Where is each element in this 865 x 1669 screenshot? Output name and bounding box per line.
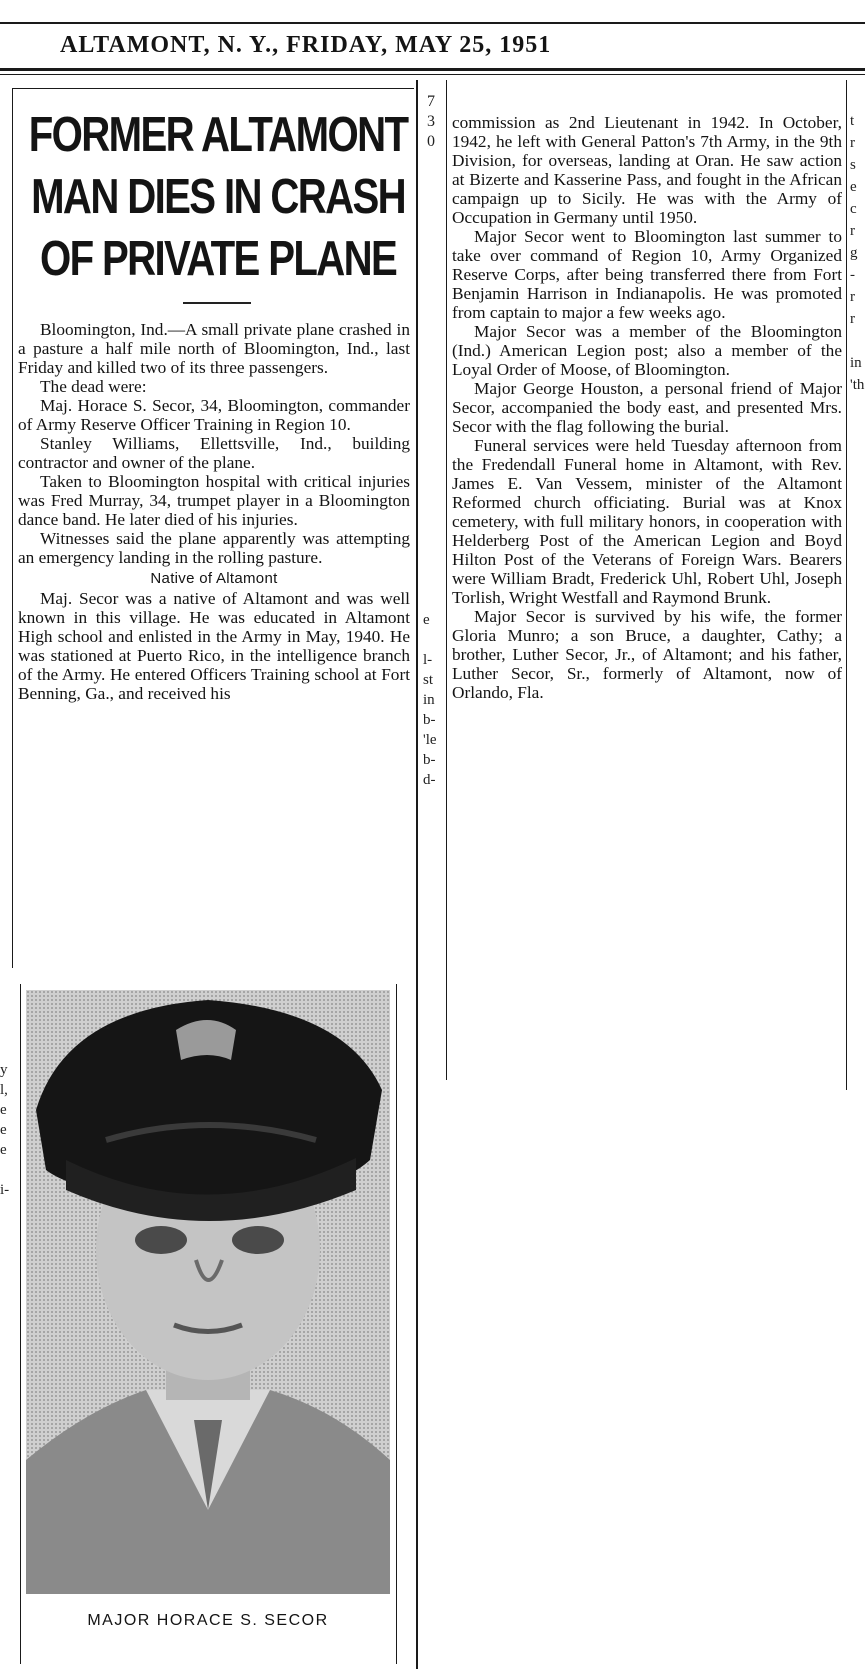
article-paragraph: Taken to Bloomington hospital with critical injuries was Fred Murray, 34, trumpet player in a Bloomington dance band. He later died of his injuries. — [18, 472, 410, 529]
left-edge-text-fragment: y l, e e e i- — [0, 1062, 10, 1198]
article-column-left — [18, 320, 410, 703]
gutter-number-fragment: 7 3 0 — [427, 93, 435, 150]
headline-divider — [183, 302, 251, 304]
article-paragraph: Major Secor went to Bloomington last summer to take over command of Region 10, Army Organized Reserve Corps, after being transferred there from Fort Benjamin Harrison in Indianapolis. He was promoted from captain to major a few weeks ago. — [452, 227, 842, 322]
masthead-rule-thin — [0, 74, 865, 75]
article-paragraph: Major Secor was a member of the Bloomington (Ind.) American Legion post; also a member of the Loyal Order of Moose, of Bloomington. — [452, 322, 842, 379]
headline-line-3: OF PRIVATE PLANE — [39, 232, 397, 286]
article-paragraph: commission as 2nd Lieutenant in 1942. In October, 1942, he left with General Patton's 7th Army, in the 9th Division, for overseas, landing at Oran. He saw action at Bizerte and Kasserine Pass, and fought in the African campaign up to Sicily. He was with the Army of Occupation in Germany until 1950. — [452, 113, 842, 227]
column-rule-gutter — [446, 80, 447, 1080]
article-paragraph: The dead were: — [40, 377, 147, 396]
article-subhead: Native of Altamont — [150, 570, 278, 587]
gutter-text-fragment: e l- st in b- 'le b- d- — [423, 612, 437, 788]
top-rule — [0, 22, 865, 24]
portrait-illustration — [26, 990, 390, 1594]
article-column-right — [452, 113, 842, 702]
photo-frame-right — [396, 984, 397, 1664]
article-paragraph: Maj. Secor was a native of Altamont and was well known in this village. He was educated in Altamont High school and enlisted in the Army in May, 1940. He was stationed at Puerto Rico, in the intelligence branch of the Army. He entered Officers Training school at Fort Benning, Ga., and received his — [18, 589, 410, 703]
article-paragraph: Stanley Williams, Ellettsville, Ind., building contractor and owner of the plane. — [18, 434, 410, 472]
headline-line-2: MAN DIES IN CRASH — [31, 170, 406, 224]
article-paragraph: Witnesses said the plane apparently was attempting an emergency landing in the rolling pasture. — [18, 529, 410, 567]
masthead: ALTAMONT, N. Y., FRIDAY, MAY 25, 1951 — [60, 32, 552, 58]
article-paragraph: Major George Houston, a personal friend of Major Secor, accompanied the body east, and presented Mrs. Secor with the flag following the burial. — [452, 379, 842, 436]
masthead-rule — [0, 68, 865, 71]
article-paragraph: Major Secor is survived by his wife, the former Gloria Munro; a son Bruce, a daughter, Cathy; a brother, Luther Secor, Jr., of Altamont; and his father, Luther Secor, Sr., formerly of Altamont, now of Orlando, Fla. — [452, 607, 842, 702]
photo-caption: MAJOR HORACE S. SECOR — [87, 1612, 329, 1629]
article-paragraph: Bloomington, Ind.—A small private plane crashed in a pasture a half mile north of Bloomington, Ind., last Friday and killed two of its three passengers. — [18, 320, 410, 377]
left-box-top-rule — [12, 88, 414, 89]
column-rule-right — [846, 80, 847, 1090]
article-paragraph: Funeral services were held Tuesday afternoon from the Fredendall Funeral home in Altamont, with Rev. James E. Van Vessem, minister of the Altamont Reformed church officiating. Burial was at Knox cemetery, with full military honors, in cooperation with Helderberg Post of the American Legion and Boyd Hilton Post of the Veterans of Foreign Wars. Bearers were William Bradt, Frederick Uhl, Robert Uhl, Joseph Torlish, Wright Westfall and Raymond Brunk. — [452, 436, 842, 607]
portrait-photo — [26, 990, 390, 1594]
article-paragraph: Maj. Horace S. Secor, 34, Bloomington, commander of Army Reserve Officer Training in Region 10. — [18, 396, 410, 434]
headline — [18, 104, 418, 290]
right-edge-text-fragment: t r s e c r g - r r in 'th — [850, 113, 865, 393]
left-column-rule — [12, 88, 13, 968]
photo-frame-left — [20, 984, 21, 1664]
column-rule-center — [416, 80, 418, 1669]
headline-line-1: FORMER ALTAMONT — [28, 108, 408, 162]
